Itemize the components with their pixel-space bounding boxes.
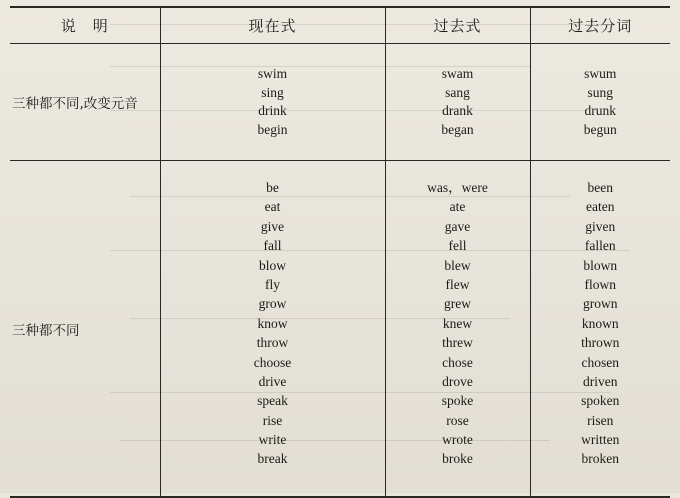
past-participle-word-list (532, 162, 670, 469)
past-cell (385, 44, 530, 161)
verb-form: sing (261, 84, 284, 100)
past-word-list (387, 45, 529, 139)
verb-form: sung (587, 84, 613, 100)
verb-form: choose (253, 354, 292, 370)
header-past-participle: 过去分词 (530, 7, 670, 44)
past-participle-cell (530, 44, 670, 161)
verb-form: break (257, 451, 288, 467)
verb-form: flown (584, 276, 616, 292)
verb-form: rose (446, 412, 469, 428)
verb-form: fell (448, 238, 467, 254)
verb-form: given (585, 218, 616, 234)
verb-form: throw (256, 335, 289, 351)
row-description: 三种都不同,改变元音 (10, 44, 160, 161)
verb-form: driven (583, 373, 618, 389)
verb-form: drove (442, 373, 473, 389)
verb-form: spoken (581, 393, 620, 409)
verb-form: blow (259, 257, 286, 273)
verb-form: begin (257, 121, 288, 137)
verb-form: swum (584, 66, 617, 81)
verb-form: eaten (586, 199, 615, 215)
verb-form: swim (257, 66, 288, 81)
table-row (10, 161, 670, 498)
verb-form: knew (442, 315, 473, 331)
verb-form: was，were (427, 180, 488, 195)
verb-form: drunk (584, 103, 616, 118)
present-cell (160, 161, 385, 498)
verb-form: began (441, 121, 474, 137)
past-participle-word-list (532, 45, 670, 139)
verb-form: begun (583, 121, 617, 137)
verb-form: know (257, 315, 288, 331)
verb-form: be (266, 180, 279, 195)
present-word-list (162, 45, 384, 139)
past-participle-cell (530, 161, 670, 498)
verb-form: known (581, 315, 619, 331)
past-word-list (387, 162, 529, 469)
verb-form: flew (445, 276, 470, 292)
verb-form: wrote (442, 432, 473, 448)
verb-form: grew (444, 296, 471, 312)
table-row (10, 44, 670, 161)
past-cell (385, 161, 530, 498)
header-present: 现在式 (160, 7, 385, 44)
verb-form: write (258, 432, 287, 448)
verb-form: fallen (584, 238, 616, 254)
verb-form: risen (587, 412, 614, 428)
verb-form: blew (444, 257, 471, 273)
verb-form: rise (262, 412, 283, 428)
verb-form: grow (258, 296, 287, 312)
verb-form: drink (258, 103, 287, 118)
verb-form: fall (263, 238, 282, 254)
present-cell (160, 44, 385, 161)
verb-form: speak (257, 393, 288, 409)
header-past: 过去式 (385, 7, 530, 44)
header-description: 说 明 (10, 7, 160, 44)
present-word-list (162, 162, 384, 469)
verb-form: broke (442, 451, 473, 467)
verb-form: spoke (441, 393, 474, 409)
table-header-row (10, 7, 670, 44)
verb-form: grown (583, 296, 618, 312)
verb-form: blown (583, 257, 618, 273)
verb-form: threw (442, 335, 473, 351)
verb-form: written (581, 432, 620, 448)
row-description: 三种都不同 (10, 161, 160, 498)
verb-form: sang (445, 84, 470, 100)
verb-conjugation-table (10, 6, 670, 498)
verb-form: eat (264, 199, 281, 215)
verb-form: gave (444, 218, 471, 234)
verb-form: been (587, 180, 613, 195)
verb-form: broken (581, 451, 619, 467)
verb-form: give (260, 218, 285, 234)
verb-form: swam (441, 66, 474, 81)
verb-form: drive (258, 373, 287, 389)
verb-form: thrown (581, 335, 620, 351)
verb-form: chosen (581, 354, 619, 370)
verb-form: chose (442, 354, 473, 370)
verb-form: ate (449, 199, 466, 215)
verb-form: drank (442, 103, 473, 118)
verb-form: fly (265, 276, 280, 292)
